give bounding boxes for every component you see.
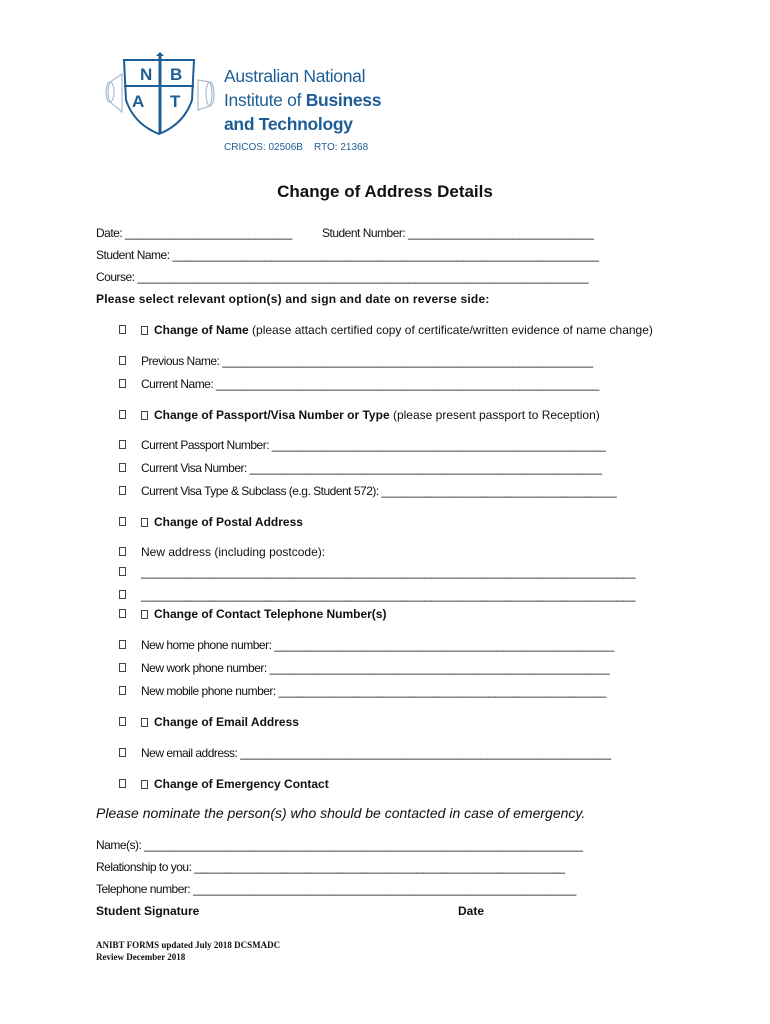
address-line-1-checkbox[interactable] <box>119 567 126 576</box>
student-number-field[interactable]: Student Number: ______________________________ <box>322 226 594 240</box>
emergency-outer-checkbox[interactable] <box>119 779 126 788</box>
name-outer-checkbox[interactable] <box>119 325 126 334</box>
logo-line-1: Australian National <box>224 66 366 86</box>
email-outer-checkbox[interactable] <box>119 717 126 726</box>
email-change-heading: Change of Email Address <box>154 715 299 729</box>
footer-review-date: Review December 2018 <box>96 952 186 962</box>
emergency-telephone-field[interactable]: Telephone number: ______________________________________________________________ <box>96 882 576 896</box>
home-phone-checkbox[interactable] <box>119 640 126 649</box>
logo-letter-b: B <box>170 65 183 84</box>
logo-line-3: and Technology <box>224 114 353 134</box>
logo-letter-n: N <box>140 65 153 84</box>
email-change-checkbox[interactable] <box>141 718 148 727</box>
passport-change-note: (please present passport to Reception) <box>389 408 600 422</box>
emergency-relationship-field[interactable]: Relationship to you: ____________________________________________________________ <box>96 860 565 874</box>
phone-change-checkbox[interactable] <box>141 610 148 619</box>
signature-date-label: Date <box>458 904 485 918</box>
emergency-change-checkbox[interactable] <box>141 780 148 789</box>
name-change-heading: Change of Name <box>154 323 249 337</box>
work-phone-field[interactable]: New work phone number: _______________________________________________________ <box>141 661 610 675</box>
name-change-note: (please attach certified copy of certificate/written evidence of name change) <box>248 323 653 337</box>
mobile-phone-field[interactable]: New mobile phone number: _____________________________________________________ <box>141 684 606 698</box>
logo-letter-a: A <box>132 92 145 111</box>
passport-number-field[interactable]: Current Passport Number: ______________________________________________________ <box>141 438 606 452</box>
logo-line-2: Institute of Business <box>224 90 382 110</box>
instruction-text: Please select relevant option(s) and sign and date on reverse side: <box>96 292 490 306</box>
footer-form-version: ANIBT FORMS updated July 2018 DCSMADC <box>96 940 281 950</box>
visa-type-checkbox[interactable] <box>119 486 126 495</box>
emergency-change-heading: Change of Emergency Contact <box>154 777 329 791</box>
phone-change-heading: Change of Contact Telephone Number(s) <box>154 607 387 621</box>
address-line-1-field[interactable]: ________________________________________________________________________________ <box>141 565 635 579</box>
postal-change-checkbox[interactable] <box>141 518 148 527</box>
postal-outer-checkbox[interactable] <box>119 517 126 526</box>
visa-number-field[interactable]: Current Visa Number: _________________________________________________________ <box>141 461 602 475</box>
previous-name-checkbox[interactable] <box>119 356 126 365</box>
logo-letter-t: T <box>170 92 181 111</box>
new-address-label: New address (including postcode): <box>141 545 326 559</box>
work-phone-checkbox[interactable] <box>119 663 126 672</box>
new-email-checkbox[interactable] <box>119 748 126 757</box>
home-phone-field[interactable]: New home phone number: _______________________________________________________ <box>141 638 614 652</box>
course-field[interactable]: Course: _________________________________________________________________________ <box>96 270 589 284</box>
passport-change-heading: Change of Passport/Visa Number or Type <box>154 408 390 422</box>
mobile-phone-checkbox[interactable] <box>119 686 126 695</box>
student-name-field[interactable]: Student Name: _____________________________________________________________________ <box>96 248 599 262</box>
phone-outer-checkbox[interactable] <box>119 609 126 618</box>
current-name-field[interactable]: Current Name: ______________________________________________________________ <box>141 377 599 391</box>
visa-type-field[interactable]: Current Visa Type & Subclass (e.g. Student 572): ______________________________________ <box>141 484 617 498</box>
passport-number-checkbox[interactable] <box>119 440 126 449</box>
date-field[interactable]: Date: ___________________________ <box>96 226 292 240</box>
page-title: Change of Address Details <box>277 182 493 201</box>
new-email-field[interactable]: New email address: ____________________________________________________________ <box>141 746 611 760</box>
logo-emblem-icon <box>104 52 216 136</box>
emergency-prompt: Please nominate the person(s) who should be contacted in case of emergency. <box>96 805 586 821</box>
previous-name-field[interactable]: Previous Name: ____________________________________________________________ <box>141 354 593 368</box>
passport-outer-checkbox[interactable] <box>119 410 126 419</box>
address-line-2-checkbox[interactable] <box>119 590 126 599</box>
logo <box>104 52 394 162</box>
student-signature-label: Student Signature <box>96 904 200 918</box>
emergency-names-field[interactable]: Name(s): _______________________________________________________________________ <box>96 838 583 852</box>
visa-number-checkbox[interactable] <box>119 463 126 472</box>
new-address-checkbox[interactable] <box>119 547 126 556</box>
passport-change-checkbox[interactable] <box>141 411 148 420</box>
postal-change-heading: Change of Postal Address <box>154 515 303 529</box>
current-name-checkbox[interactable] <box>119 379 126 388</box>
logo-wordmark <box>224 64 381 136</box>
address-line-2-field[interactable]: ________________________________________________________________________________ <box>141 588 635 602</box>
name-change-checkbox[interactable] <box>141 326 148 335</box>
logo-codes: CRICOS: 02506B RTO: 21368 <box>224 142 369 153</box>
